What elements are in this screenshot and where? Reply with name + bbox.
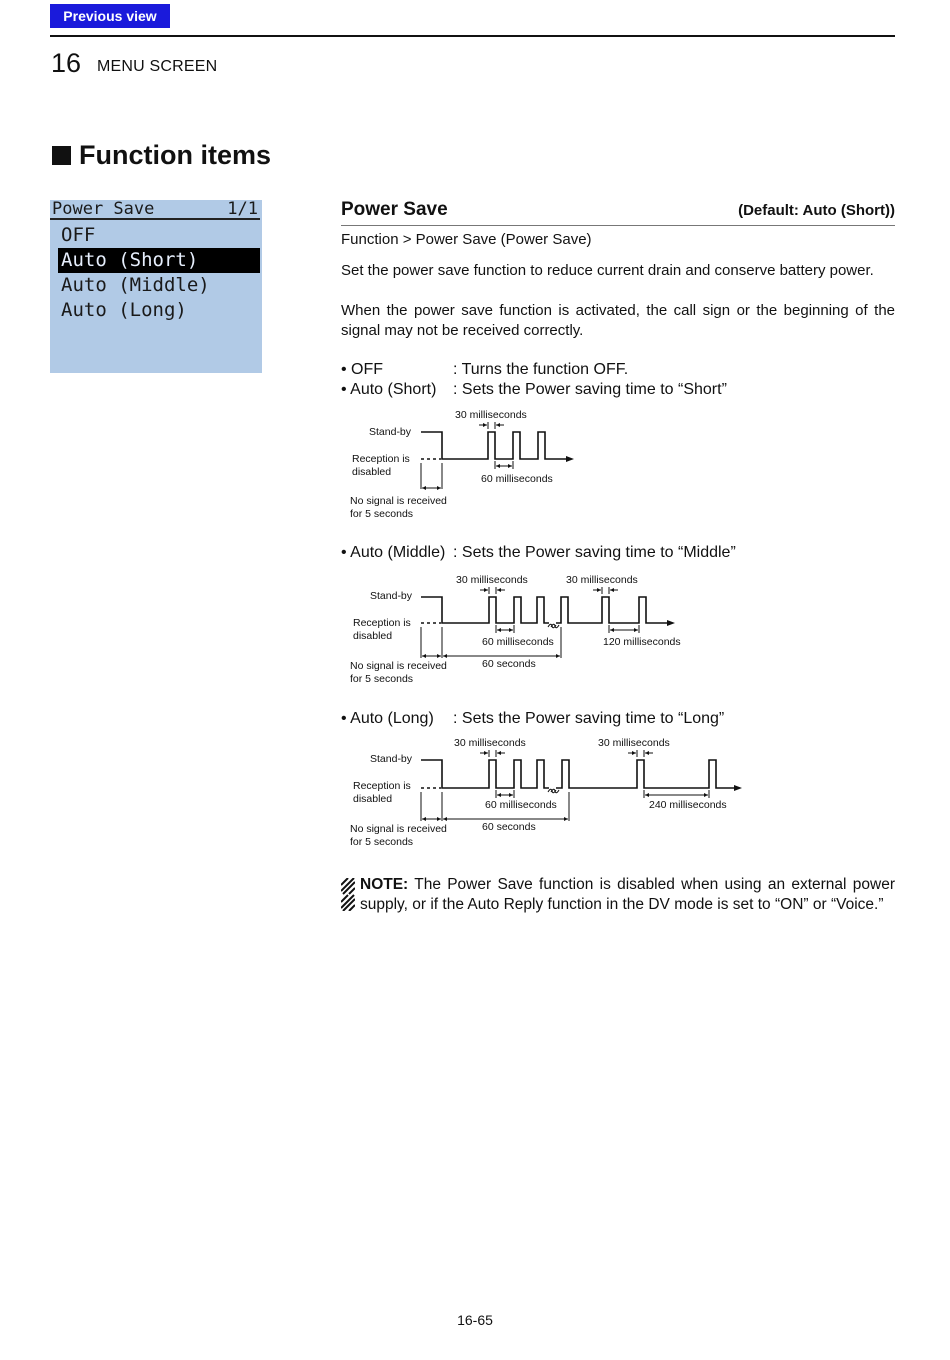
label-standby: Stand-by (369, 426, 412, 438)
label-no-signal-1: No signal is received (350, 823, 447, 835)
option-off-desc: : Turns the function OFF. (453, 361, 629, 378)
lcd-item-off[interactable]: OFF (61, 224, 96, 246)
note-label: NOTE: (360, 876, 409, 893)
lcd-item-auto-middle[interactable]: Auto (Middle) (61, 274, 210, 296)
label-120ms: 120 milliseconds (603, 636, 681, 648)
option-short-desc: : Sets the Power saving time to “Short” (453, 381, 727, 398)
lcd-page-indicator: 1/1 (227, 199, 258, 219)
chapter-title: MENU SCREEN (97, 58, 218, 75)
note-block (341, 875, 895, 915)
power-save-title: Power Save (341, 199, 448, 220)
note-text (360, 875, 895, 915)
label-240ms: 240 milliseconds (649, 799, 727, 811)
timing-diagram-middle (345, 570, 765, 688)
power-save-heading (341, 199, 895, 226)
label-30ms-b: 30 milliseconds (566, 574, 638, 586)
option-long-desc: : Sets the Power saving time to “Long” (453, 710, 725, 727)
label-60s: 60 seconds (482, 821, 536, 833)
timing-diagram-short (345, 405, 765, 523)
label-no-signal-1: No signal is received (350, 495, 447, 507)
description-paragraph-2: When the power save function is activated, the call sign or the beginning of the signal may not be received correctly. (341, 302, 895, 339)
option-middle-label: • Auto (Middle) (341, 544, 446, 561)
previous-view-button[interactable]: Previous view (50, 4, 170, 28)
lcd-screen (50, 200, 262, 373)
label-reception-2: disabled (353, 793, 393, 805)
timing-diagram-long (345, 733, 765, 851)
section-title: Function items (79, 140, 272, 170)
label-60s: 60 seconds (482, 658, 536, 670)
label-standby: Stand-by (370, 753, 413, 765)
label-reception-2: disabled (352, 466, 392, 478)
label-30ms: 30 milliseconds (455, 409, 527, 421)
option-long-label: • Auto (Long) (341, 710, 434, 727)
note-hatch-icon (341, 878, 355, 911)
square-bullet-icon (52, 146, 71, 165)
label-reception-1: Reception is (352, 453, 410, 465)
note-body: The Power Save function is disabled when using an external power supply, or if the Auto Reply function in the DV mode is set to “ON” or “Voice.” (360, 876, 895, 913)
label-no-signal-2: for 5 seconds (350, 673, 414, 685)
label-reception-2: disabled (353, 630, 393, 642)
label-reception-1: Reception is (353, 780, 411, 792)
lcd-title: Power Save (52, 199, 155, 219)
label-30ms-a: 30 milliseconds (454, 737, 526, 749)
description-paragraph-1: Set the power save function to reduce current drain and conserve battery power. (341, 262, 874, 279)
lcd-header (50, 200, 260, 220)
section-heading (52, 140, 271, 171)
option-short-label: • Auto (Short) (341, 381, 437, 398)
label-standby: Stand-by (370, 590, 413, 602)
label-30ms-b: 30 milliseconds (598, 737, 670, 749)
power-save-default: (Default: Auto (Short)) (738, 202, 895, 219)
header-rule (50, 35, 895, 37)
menu-path: Function > Power Save (Power Save) (341, 231, 592, 248)
label-no-signal-1: No signal is received (350, 660, 447, 672)
option-off-label: • OFF (341, 361, 384, 378)
lcd-item-auto-long[interactable]: Auto (Long) (61, 299, 187, 321)
page-number: 16-65 (457, 1312, 493, 1328)
lcd-item-auto-short[interactable]: Auto (Short) (58, 248, 260, 273)
label-no-signal-2: for 5 seconds (350, 836, 414, 848)
option-middle-desc: : Sets the Power saving time to “Middle” (453, 544, 736, 561)
chapter-number: 16 (51, 48, 82, 78)
label-reception-1: Reception is (353, 617, 411, 629)
label-no-signal-2: for 5 seconds (350, 508, 414, 520)
label-30ms-a: 30 milliseconds (456, 574, 528, 586)
label-60ms: 60 milliseconds (481, 473, 553, 485)
label-60ms: 60 milliseconds (482, 636, 554, 648)
label-60ms: 60 milliseconds (485, 799, 557, 811)
